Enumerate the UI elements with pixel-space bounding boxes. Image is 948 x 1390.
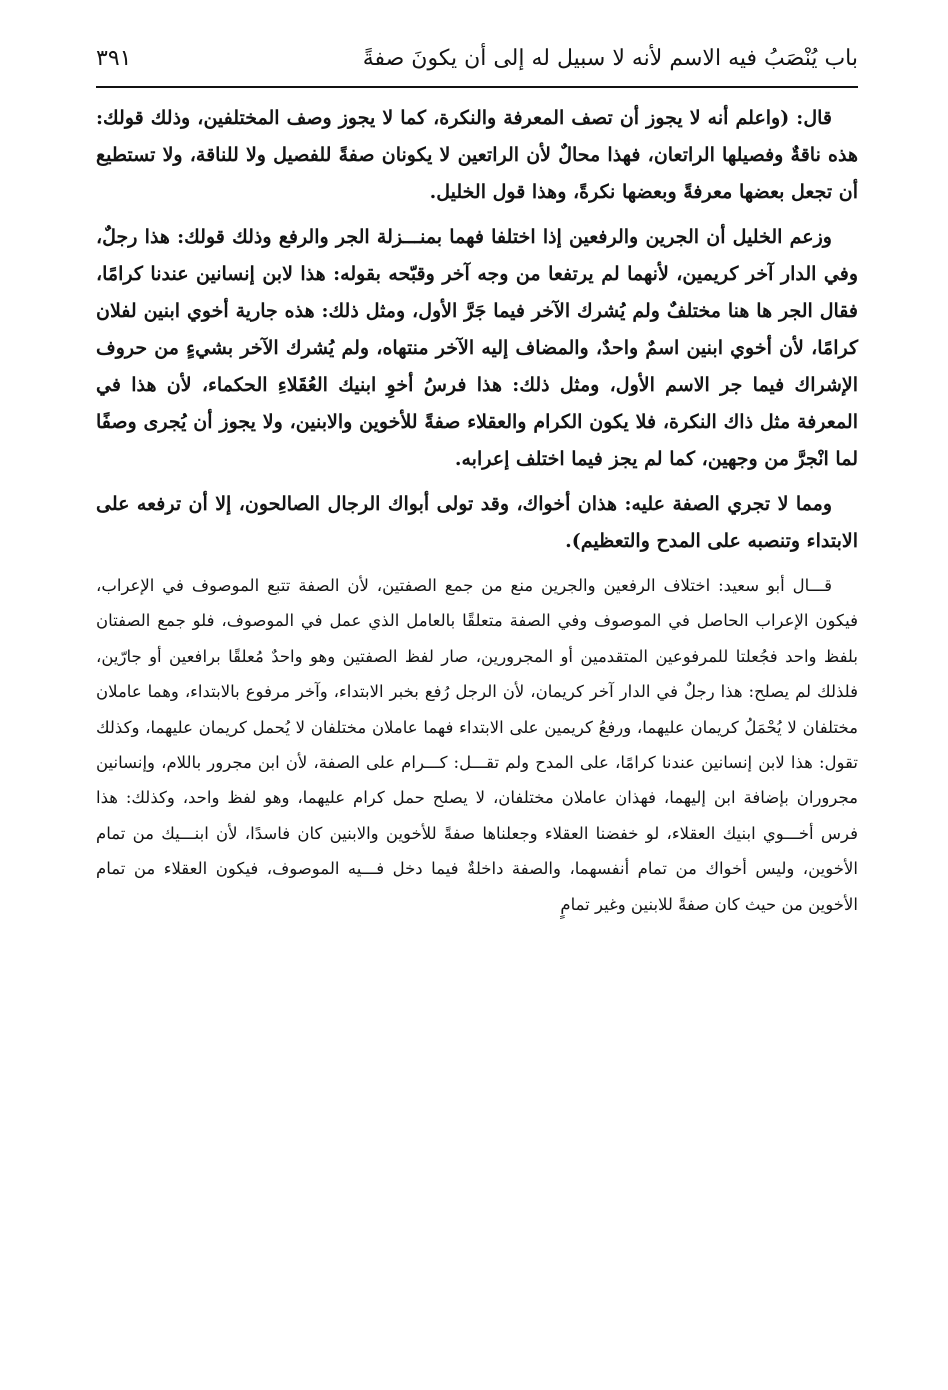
paragraph-quote-closing: ومما لا تجري الصفة عليه: هذان أخواك، وقد تولى أبواك الرجال الصالحون، إلا أن ترفعه على الابتداء وتنصبه على المدح والتعظيم). [96,493,858,552]
paragraph-quote-khalil: وزعم الخليل أن الجرين والرفعين إذا اختلفا فهما بمنـــزلة الجر والرفع وذلك قولك: هذا رجلٌ، وفي الدار آخر كريمين، لأنهما لم يرتفعا من وجه آخر وقبّحه بقوله: هذا لابن إنسانين عندنا كرامًا، فقال الجر ها هنا مختلفٌ ولم يُشرك الآخر فيما جَرَّ الأول، ومثل ذلك: هذه جارية أخوي ابنين لفلان كرامًا، لأن أخوي ابنين اسمٌ واحدٌ، والمضاف إليه الآخر منتهاه، ولم يُشرك الآخر بشيءٍ من حروف الإشراك فيما جر الاسم الأول، ومثل ذلك: هذا فرسُ أخوِ ابنيك العُقَلاءِ الحكماء، لأن هذا في المعرفة مثل ذاك النكرة، فلا يكون الكرام والعقلاء صفةً للأخوين والابنين، ولا يجوز أن يُجرى وصفًا لما انْجرَّ من وجهين، كما لم يجز فيما اختلف إعرابه. [96,226,859,470]
header-rule [96,86,858,88]
page-number: ٣٩١ [96,46,132,71]
paragraph-quote-intro: قال: (واعلم أنه لا يجوز أن تصف المعرفة والنكرة، كما لا يجوز وصف المختلفين، وذلك قولك: هذه ناقةٌ وفصيلها الراتعان، فهذا محالٌ لأن الراتعين لا يكونان صفةً للفصيل ولا للناقة، ولا تستطيع أن تجعل بعضها معرفةً وبعضها نكرةً، وهذا قول الخليل. [96,107,858,203]
body-text [96,100,858,922]
paragraph-commentary: قـــال أبو سعيد: اختلاف الرفعين والجرين منع من جمع الصفتين، لأن الصفة تتبع الموصوف في الإعراب، فيكون الإعراب الحاصل في الموصوف وفي الصفة متعلقًا بالعامل الذي عمل في الموصوف، فلو جمع الصفتان بلفظ واحد فجُعلتا للمرفوعين المتقدمين أو المجرورين، صار لفظ الصفتين وهو واحدٌ مُعلقًا برافعين أو جارّين، فلذلك لم يصلح: هذا رجلٌ في الدار آخر كريمان، لأن الرجل رُفع بخبر الابتداء، وآخر مرفوع بالابتداء، وهما عاملان مختلفان لا يُحْمَلُ كريمان عليهما، ورفعُ كريمين على الابتداء فهما عاملان مختلفان لا يُحمل كريمان عليهما، وكذلك تقول: هذا لابن إنسانين عندنا كرامًا، على المدح ولم تقـــل: كـــرام على الصفة، لأن ابن مجرور باللام، وإنسانين مجروران بإضافة ابن إليهما، فهذان عاملان مختلفان، لا يصلح حمل كرام عليهما، وهو لفظ واحد، وكذلك: هذا فرس أخـــوي ابنيك العقلاء، لو خفضنا العقلاء وجعلناها صفةً للأخوين والابنين كان فاسدًا، لأن ابنـــيك من تمام الأخوين، وليس أخواك من تمام أنفسهما، والصفة داخلةٌ فيما دخل فـــيه الموصوف، فيكون العقلاء من تمام الأخوين من حيث كان صفةً للابنين وغير تمامٍ [96,576,858,914]
running-title: باب يُنْصَبُ فيه الاسم لأنه لا سبيل له إلى أن يكونَ صفةً [362,46,858,71]
page-header [96,38,858,80]
